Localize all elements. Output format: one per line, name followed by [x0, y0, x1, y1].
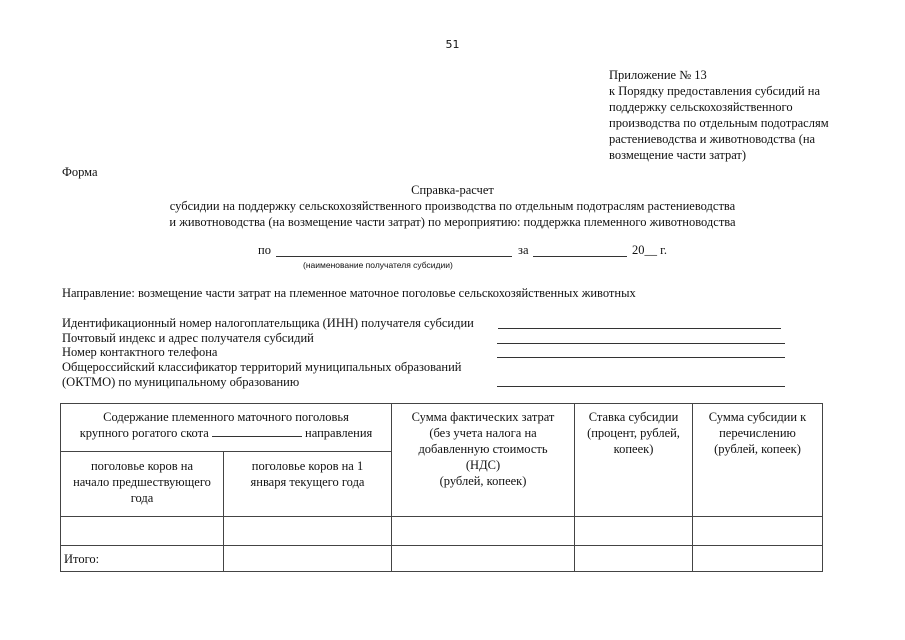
header-cows-previous-year — [61, 452, 224, 517]
oktmo-label-1: Общероссийский классификатор территорий муниципальных образований — [62, 360, 462, 374]
form-label: Форма — [62, 165, 98, 179]
header-sub2-line: поголовье коров на 1 — [251, 459, 364, 473]
period-line[interactable] — [533, 256, 627, 257]
header-amount-line: Сумма субсидии к — [708, 410, 807, 424]
header-herd-line-1: Содержание племенного маточного поголовья — [103, 410, 349, 424]
header-cows-current-year — [224, 452, 392, 517]
za-label: за — [518, 243, 529, 257]
header-actual-costs — [392, 404, 575, 517]
recipient-caption: (наименование получателя субсидии) — [303, 260, 453, 270]
phone-label: Номер контактного телефона — [62, 345, 218, 359]
appendix-line: производства по отдельным подотраслям — [609, 116, 829, 130]
header-herd-cattle: крупного рогатого скота — [79, 426, 209, 440]
header-sub1-line: поголовье коров на — [90, 459, 194, 473]
table-cell[interactable] — [575, 517, 693, 546]
header-herd-line-2 — [61, 425, 391, 441]
header-costs-line: (рублей, копеек) — [439, 474, 527, 488]
header-costs-line: Сумма фактических затрат — [411, 410, 555, 424]
heading-line-2: субсидии на поддержку сельскохозяйственного производства по отдельным подотраслям растениеводства — [169, 199, 736, 213]
subsidy-table — [60, 403, 823, 572]
header-herd-content — [61, 404, 392, 452]
header-subsidy-amount — [693, 404, 823, 517]
header-costs-line: добавленную стоимость — [418, 442, 548, 456]
table-cell[interactable] — [693, 517, 823, 546]
oktmo-field[interactable] — [497, 386, 785, 387]
appendix-block — [609, 67, 829, 163]
inn-label: Идентификационный номер налогоплательщика (ИНН) получателя субсидии — [62, 316, 474, 330]
header-sub1-line: года — [130, 491, 154, 505]
total-row — [61, 546, 823, 572]
appendix-line: поддержку сельскохозяйственного — [609, 100, 793, 114]
appendix-title: Приложение № 13 — [609, 68, 707, 82]
header-rate-line: копеек) — [613, 442, 654, 456]
table-cell[interactable] — [575, 546, 693, 572]
inn-field[interactable] — [498, 328, 781, 329]
table-cell[interactable] — [693, 546, 823, 572]
po-label: по — [258, 243, 271, 257]
header-herd-direction: направления — [305, 426, 373, 440]
table-cell[interactable] — [392, 517, 575, 546]
oktmo-label-2: (ОКТМО) по муниципальному образованию — [62, 375, 300, 389]
header-subsidy-rate — [575, 404, 693, 517]
header-amount-line: перечислению — [719, 426, 796, 440]
table-cell[interactable] — [392, 546, 575, 572]
page-number: 51 — [445, 38, 460, 51]
address-field[interactable] — [497, 343, 785, 344]
table-cell[interactable] — [224, 546, 392, 572]
table-row — [61, 517, 823, 546]
header-costs-line: (без учета налога на — [429, 426, 537, 440]
recipient-name-line[interactable] — [276, 256, 512, 257]
header-amount-line: (рублей, копеек) — [714, 442, 801, 456]
table-cell[interactable] — [61, 517, 224, 546]
heading-line-3: и животноводства (на возмещение части затрат) по мероприятию: поддержка племенного животноводства — [169, 215, 736, 229]
document-heading — [0, 182, 905, 230]
header-sub1-line: начало предшествующего — [73, 475, 211, 489]
header-rate-line: Ставка субсидии — [588, 410, 679, 424]
table-cell[interactable] — [224, 517, 392, 546]
total-label: Итого: — [61, 546, 224, 572]
address-label: Почтовый индекс и адрес получателя субсидий — [62, 331, 314, 345]
appendix-line: растениеводства и животноводства (на — [609, 132, 816, 146]
appendix-line: к Порядку предоставления субсидий на — [609, 84, 821, 98]
header-costs-line: (НДС) — [465, 458, 501, 472]
breed-direction-blank[interactable] — [212, 425, 302, 437]
header-rate-line: (процент, рублей, — [587, 426, 680, 440]
direction-text: Направление: возмещение части затрат на племенное маточное поголовье сельскохозяйственных животных — [62, 286, 636, 300]
year-label: 20__ г. — [632, 243, 667, 257]
appendix-line: возмещение части затрат) — [609, 148, 747, 162]
header-sub2-line: января текущего года — [250, 475, 365, 489]
heading-line-1: Справка-расчет — [411, 183, 494, 197]
phone-field[interactable] — [497, 357, 785, 358]
